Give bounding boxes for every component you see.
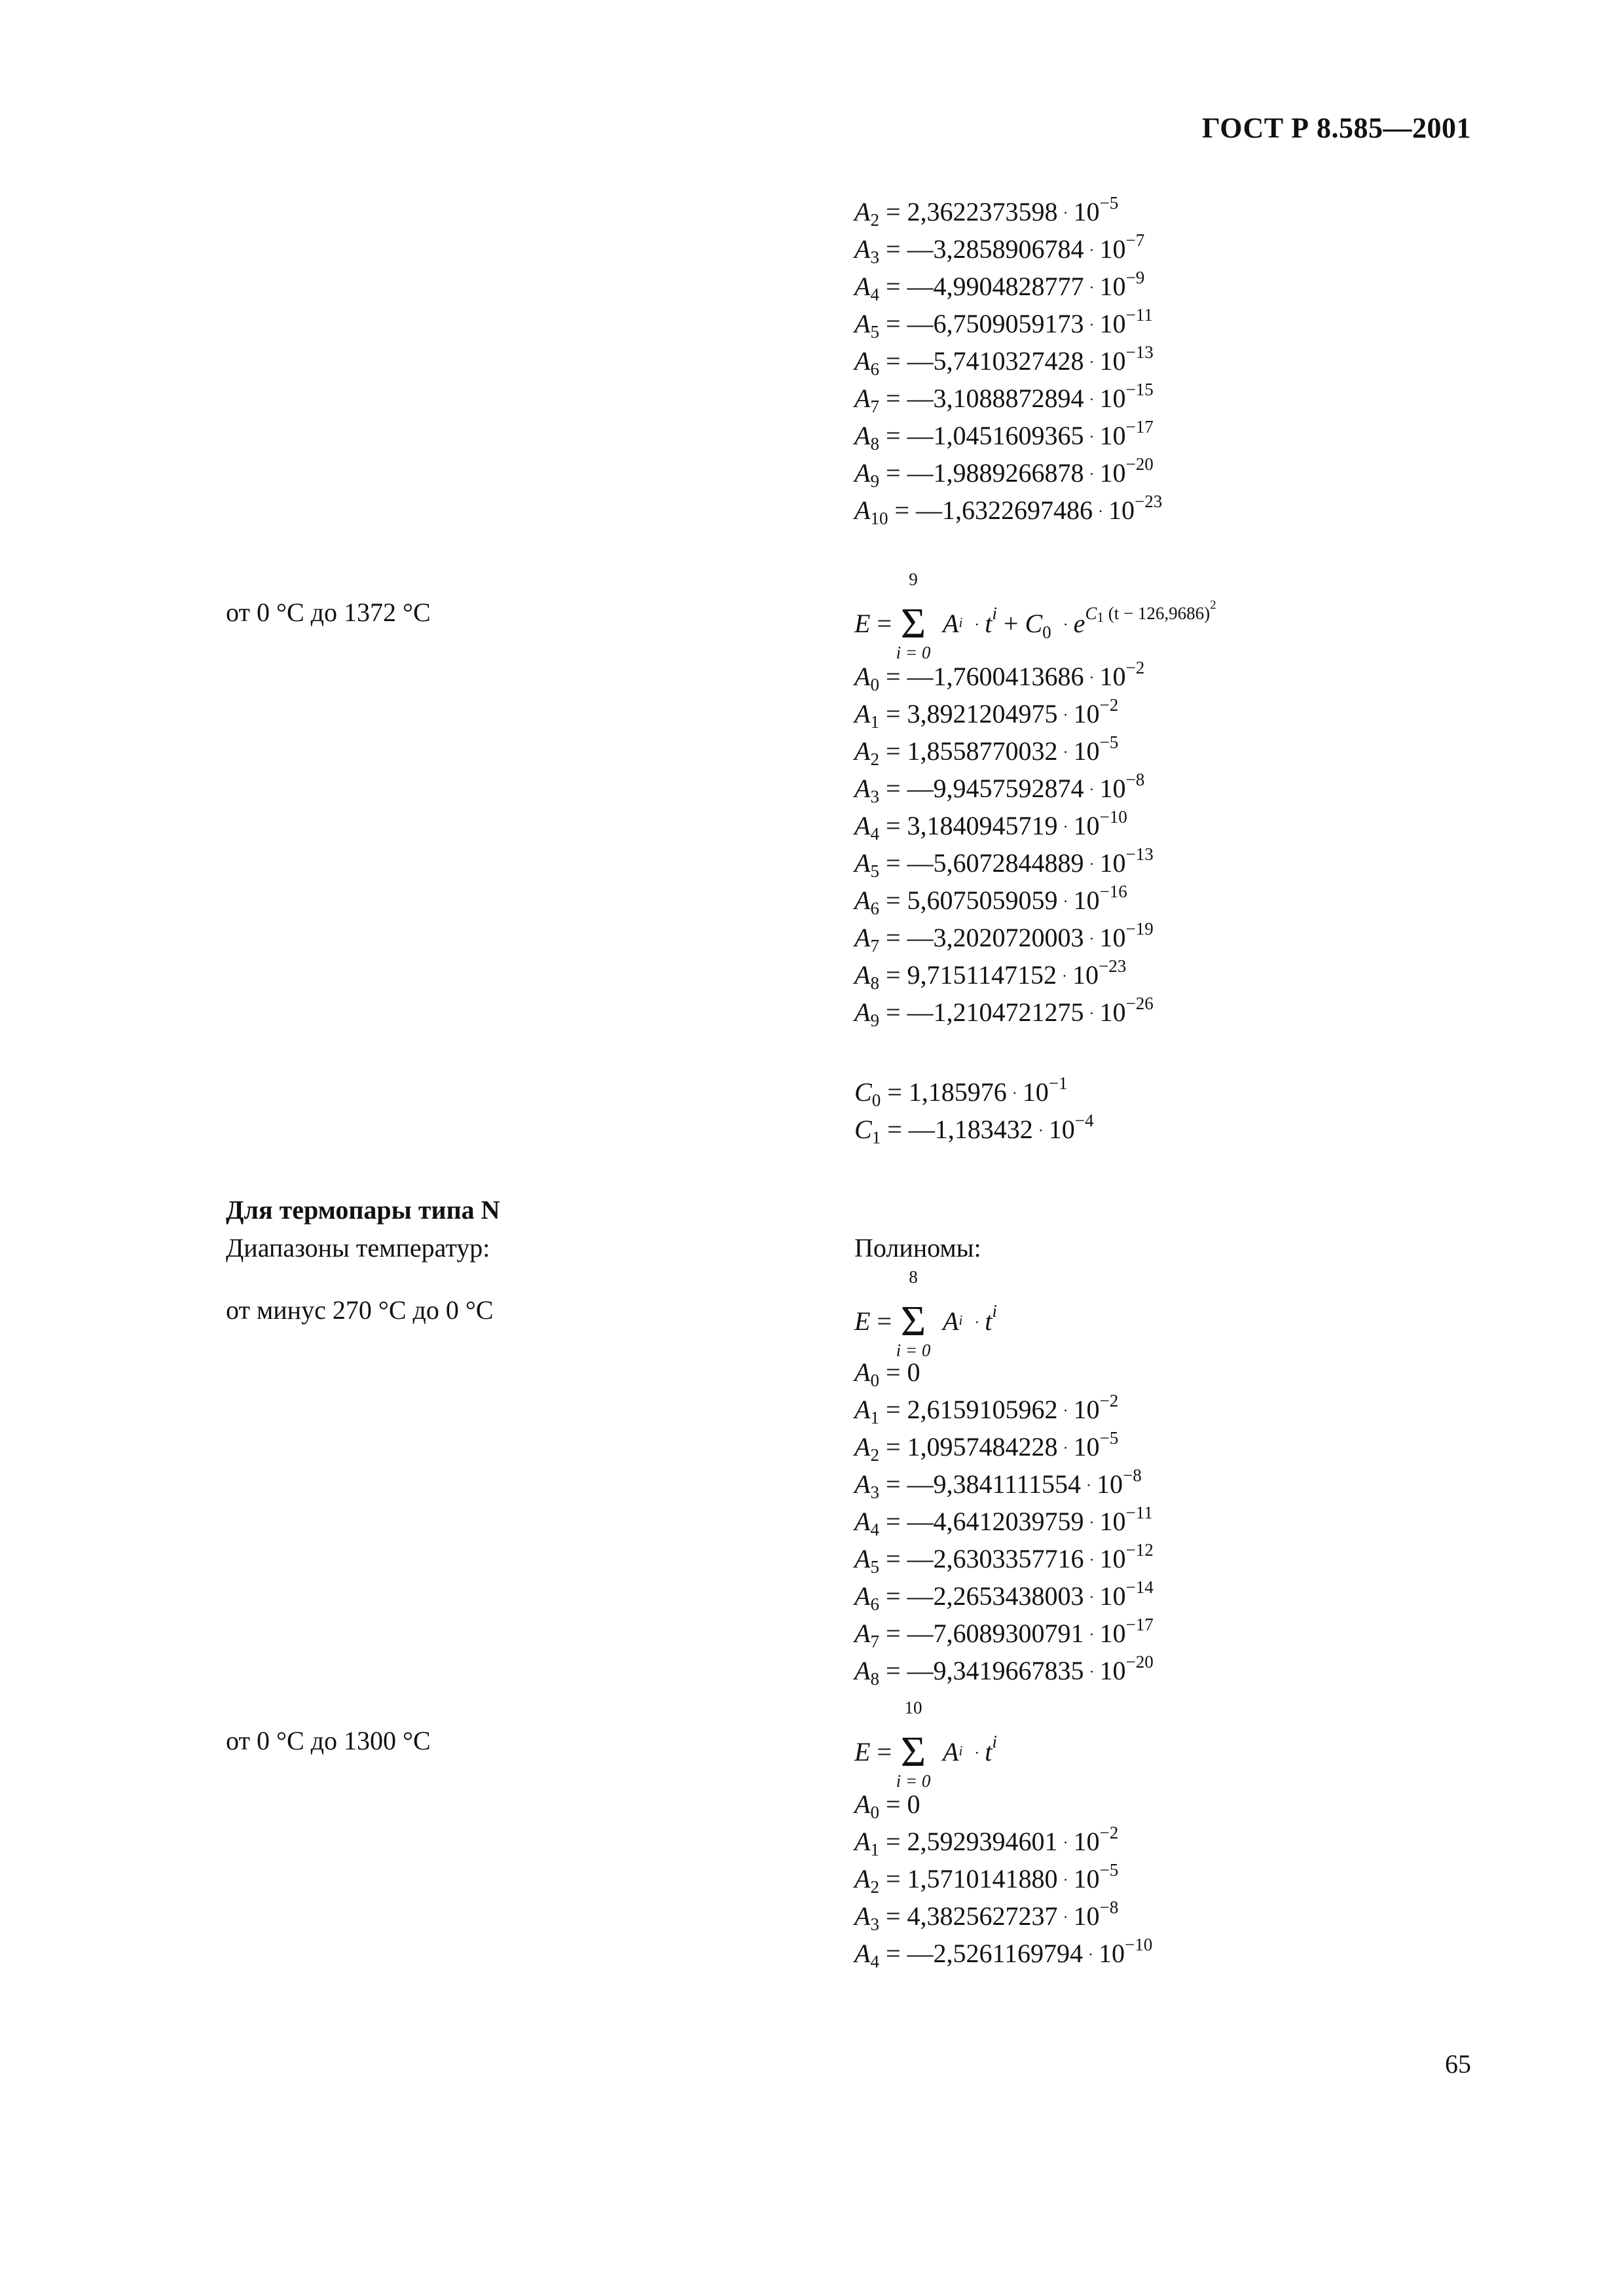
- coefficient-value: = —9,3419667835: [879, 1656, 1084, 1685]
- base-ten: 10: [1048, 1115, 1075, 1144]
- range3-formula: E = 10 Σ i = 0 $A_i \cdot t^i$: [854, 1698, 997, 1791]
- range2-formula: E = 8 Σ i = 0 $A_i \cdot t^i$: [854, 1267, 997, 1360]
- coefficient-value: = —3,2858906784: [879, 234, 1084, 264]
- coefficient-name: A: [854, 421, 871, 450]
- multiply-dot: ·: [1089, 670, 1095, 687]
- coefficient-value: = —1,6322697486: [888, 495, 1093, 525]
- coefficient-name: A: [854, 1656, 871, 1685]
- coefficient-exponent: −14: [1125, 1577, 1154, 1597]
- range1-formula: E = 9 Σ i = 0 $A_i \cdot t^i + C_0 \cdot e^{C1 (t - 126,9686)^2}$: [854, 569, 1216, 662]
- multiply-dot: ·: [1063, 1835, 1068, 1852]
- multiply-dot: ·: [1089, 781, 1095, 798]
- coefficient-line: [854, 1615, 1154, 1651]
- coefficient-name: A: [854, 1395, 871, 1424]
- base-ten: 10: [1099, 662, 1126, 691]
- coefficient-line: [854, 1465, 1142, 1502]
- multiply-dot: ·: [1086, 1477, 1092, 1494]
- coefficient-name: A: [854, 495, 871, 525]
- coefficient-name: A: [854, 1469, 871, 1499]
- coefficient-line: [854, 1823, 1119, 1859]
- coefficient-line: [854, 492, 1163, 528]
- coefficient-name: A: [854, 1619, 871, 1648]
- coefficient-value: = —9,9457592874: [879, 774, 1084, 803]
- range3-label: от 0 °С до 1300 °С: [226, 1726, 431, 1755]
- coefficient-index: 3: [870, 1482, 879, 1502]
- coefficient-name: A: [854, 736, 871, 766]
- multiply-dot: ·: [1038, 1122, 1044, 1139]
- coefficient-exponent: −5: [1099, 193, 1119, 213]
- coefficient-value: = 1,8558770032: [879, 736, 1058, 766]
- coefficient-exponent: −5: [1099, 1428, 1119, 1448]
- base-ten: 10: [1073, 1901, 1100, 1931]
- coefficient-name: A: [854, 1827, 871, 1856]
- coefficient-value: = 1,185976: [881, 1077, 1007, 1107]
- coefficient-index: 7: [870, 397, 879, 416]
- multiply-dot: ·: [1089, 856, 1095, 873]
- coefficient-line: [854, 1111, 1094, 1147]
- coefficient-index: 4: [870, 824, 879, 844]
- coefficient-value: = 2,6159105962: [879, 1395, 1058, 1424]
- multiply-dot: ·: [1089, 242, 1095, 259]
- coefficient-name: A: [854, 811, 871, 840]
- coefficient-value: = —3,2020720003: [879, 923, 1084, 952]
- multiply-dot: ·: [1089, 466, 1095, 483]
- multiply-dot: ·: [1063, 893, 1068, 910]
- multiply-dot: ·: [1089, 931, 1095, 948]
- coefficient-exponent: −1: [1048, 1073, 1068, 1093]
- coefficient-value: = —1,183432: [881, 1115, 1033, 1144]
- multiply-dot: ·: [1063, 707, 1068, 724]
- coefficient-index: 8: [870, 434, 879, 454]
- coefficient-name: A: [854, 923, 871, 952]
- base-ten: 10: [1099, 346, 1126, 376]
- coefficient-index: 7: [870, 936, 879, 956]
- coefficient-name: A: [854, 997, 871, 1027]
- coefficient-index: 3: [870, 1914, 879, 1934]
- coefficient-line: [854, 844, 1154, 881]
- coefficient-index: 1: [870, 712, 879, 732]
- coefficient-value: = 3,1840945719: [879, 811, 1058, 840]
- coefficient-exponent: −2: [1099, 695, 1119, 715]
- coefficient-name: A: [854, 886, 871, 915]
- coefficient-exponent: −7: [1125, 230, 1145, 250]
- multiply-dot: ·: [1089, 279, 1095, 296]
- coefficient-index: 8: [870, 973, 879, 993]
- coefficient-value: = 1,0957484228: [879, 1432, 1058, 1462]
- coefficient-index: 5: [870, 1557, 879, 1577]
- coefficient-line: [854, 882, 1127, 918]
- base-ten: 10: [1099, 1544, 1126, 1573]
- coefficient-exponent: −23: [1135, 492, 1163, 511]
- coefficient-name: A: [854, 197, 871, 226]
- base-ten: 10: [1073, 1864, 1100, 1893]
- coefficient-line: [854, 193, 1119, 230]
- coefficient-index: 4: [870, 1952, 879, 1971]
- coefficient-exponent: −2: [1125, 658, 1145, 677]
- base-ten: 10: [1073, 197, 1100, 226]
- coefficient-index: 7: [870, 1632, 879, 1651]
- coefficient-index: 1: [870, 1408, 879, 1427]
- coefficient-value: = —1,7600413686: [879, 662, 1084, 691]
- base-ten: 10: [1072, 960, 1099, 990]
- coefficient-index: 0: [870, 1371, 879, 1390]
- coefficient-line: [854, 658, 1145, 694]
- multiply-dot: ·: [1063, 744, 1068, 761]
- sum-symbol: 8 Σ i = 0: [896, 1267, 931, 1360]
- coefficient-exponent: −9: [1125, 268, 1145, 287]
- coefficient-name: A: [854, 309, 871, 338]
- coefficient-index: 5: [870, 861, 879, 881]
- coefficient-index: 0: [870, 1803, 879, 1822]
- coefficient-line: [854, 1357, 921, 1388]
- coefficient-value: = —2,6303357716: [879, 1544, 1084, 1573]
- coefficient-name: A: [854, 458, 871, 488]
- coefficient-value: = —9,3841111554: [879, 1469, 1082, 1499]
- coefficient-exponent: −17: [1125, 417, 1154, 437]
- coefficient-exponent: −15: [1125, 380, 1154, 399]
- coefficient-index: 2: [870, 1445, 879, 1465]
- coefficient-line: [854, 417, 1154, 454]
- coefficient-line: [854, 305, 1153, 342]
- coefficient-exponent: −5: [1099, 1860, 1119, 1880]
- multiply-dot: ·: [1012, 1085, 1017, 1102]
- coefficient-line: [854, 1503, 1153, 1539]
- coefficient-exponent: −5: [1099, 732, 1119, 752]
- coefficient-line: [854, 695, 1119, 732]
- coefficient-exponent: −2: [1099, 1823, 1119, 1842]
- coefficient-name: C: [854, 1077, 872, 1107]
- coefficient-line: [854, 454, 1154, 491]
- coefficient-index: 4: [870, 1520, 879, 1539]
- coefficient-line: [854, 919, 1154, 956]
- coefficient-value: = 2,5929394601: [879, 1827, 1058, 1856]
- range1-label: от 0 °С до 1372 °С: [226, 598, 431, 627]
- coefficient-value: = —6,7509059173: [879, 309, 1084, 338]
- coefficient-line: [854, 1789, 921, 1820]
- coefficient-line: [854, 1652, 1154, 1689]
- multiply-dot: ·: [1063, 1872, 1068, 1889]
- base-ten: 10: [1073, 1432, 1100, 1462]
- coefficient-name: A: [854, 774, 871, 803]
- coefficient-line: [854, 807, 1127, 844]
- coefficient-line: [854, 994, 1154, 1030]
- coefficient-index: 2: [870, 749, 879, 769]
- coefficient-line: [854, 1540, 1154, 1577]
- base-ten: 10: [1099, 309, 1126, 338]
- coefficient-exponent: −2: [1099, 1391, 1119, 1410]
- base-ten: 10: [1097, 1469, 1123, 1499]
- base-ten: 10: [1073, 1395, 1100, 1424]
- coefficient-line: [854, 342, 1154, 379]
- coefficient-value: = 0: [879, 1357, 921, 1387]
- coefficient-line: [854, 956, 1127, 993]
- base-ten: 10: [1073, 736, 1100, 766]
- coefficient-index: 6: [870, 899, 879, 918]
- sum-symbol: 9 Σ i = 0: [896, 569, 931, 662]
- multiply-dot: ·: [1089, 1626, 1095, 1643]
- coefficient-line: [854, 268, 1145, 304]
- base-ten: 10: [1099, 384, 1126, 413]
- coefficient-index: 6: [870, 1594, 879, 1614]
- coefficient-value: = —4,6412039759: [879, 1507, 1084, 1536]
- coefficient-value: = 2,3622373598: [879, 197, 1058, 226]
- coefficient-index: 6: [870, 359, 879, 379]
- coefficient-exponent: −20: [1125, 454, 1154, 474]
- multiply-dot: ·: [1089, 1552, 1095, 1569]
- multiply-dot: ·: [1063, 1440, 1068, 1457]
- coefficient-value: = 5,6075059059: [879, 886, 1058, 915]
- coefficient-name: A: [854, 1507, 871, 1536]
- coefficient-name: A: [854, 960, 871, 990]
- base-ten: 10: [1022, 1077, 1049, 1107]
- multiply-dot: ·: [1063, 819, 1068, 836]
- coefficient-line: [854, 1577, 1154, 1614]
- coefficient-line: [854, 1073, 1068, 1110]
- coefficient-name: A: [854, 662, 871, 691]
- coefficient-line: [854, 770, 1145, 806]
- coefficient-name: A: [854, 1901, 871, 1931]
- coefficient-index: 1: [870, 1840, 879, 1859]
- multiply-dot: ·: [1062, 968, 1068, 985]
- coefficient-value: = —1,0451609365: [879, 421, 1084, 450]
- coefficient-name: A: [854, 1581, 871, 1611]
- base-ten: 10: [1099, 1507, 1126, 1536]
- coefficient-index: 2: [870, 210, 879, 230]
- coefficient-index: 4: [870, 285, 879, 304]
- multiply-dot: ·: [1089, 354, 1095, 371]
- coefficient-index: 9: [870, 1011, 879, 1030]
- multiply-dot: ·: [1089, 1005, 1095, 1022]
- coefficient-exponent: −10: [1125, 1935, 1153, 1954]
- coefficient-line: [854, 1860, 1119, 1897]
- base-ten: 10: [1099, 234, 1126, 264]
- coefficient-exponent: −4: [1074, 1111, 1094, 1130]
- coefficient-value: = 0: [879, 1789, 921, 1819]
- page-number: 65: [1445, 2049, 1471, 2079]
- coefficient-value: = —5,6072844889: [879, 848, 1084, 878]
- coefficient-name: A: [854, 234, 871, 264]
- formula-lhs: E: [854, 609, 871, 638]
- coefficient-exponent: −19: [1125, 919, 1154, 939]
- coefficient-exponent: −8: [1123, 1465, 1142, 1485]
- coefficient-index: 10: [870, 509, 888, 528]
- coefficient-name: A: [854, 1789, 871, 1819]
- multiply-dot: ·: [1063, 1403, 1068, 1420]
- coefficient-index: 9: [870, 471, 879, 491]
- coefficient-exponent: −17: [1125, 1615, 1154, 1634]
- coefficient-value: = —2,5261169794: [879, 1939, 1084, 1968]
- base-ten: 10: [1099, 421, 1126, 450]
- coefficient-line: [854, 230, 1145, 267]
- coefficient-name: A: [854, 1544, 871, 1573]
- coefficient-exponent: −8: [1125, 770, 1145, 789]
- coefficient-exponent: −11: [1125, 305, 1153, 325]
- coefficient-index: 0: [871, 1090, 881, 1110]
- base-ten: 10: [1108, 495, 1135, 525]
- base-ten: 10: [1073, 699, 1100, 728]
- multiply-dot: ·: [1089, 391, 1095, 408]
- base-ten: 10: [1099, 848, 1126, 878]
- coefficient-index: 0: [870, 675, 879, 694]
- coefficient-exponent: −13: [1125, 844, 1154, 864]
- coefficient-name: A: [854, 1432, 871, 1462]
- multiply-dot: ·: [1063, 205, 1068, 222]
- coefficient-exponent: −12: [1125, 1540, 1154, 1560]
- coefficient-index: 1: [871, 1128, 881, 1147]
- coefficient-line: [854, 1935, 1153, 1971]
- coefficient-value: = —1,2104721275: [879, 997, 1084, 1027]
- coefficient-name: A: [854, 699, 871, 728]
- coefficient-value: = —7,6089300791: [879, 1619, 1084, 1648]
- coefficient-name: A: [854, 848, 871, 878]
- coefficient-exponent: −23: [1099, 956, 1127, 976]
- coefficient-name: A: [854, 1864, 871, 1893]
- coefficient-name: A: [854, 1939, 871, 1968]
- multiply-dot: ·: [1089, 1515, 1095, 1532]
- coefficient-value: = —2,2653438003: [879, 1581, 1084, 1611]
- coefficient-index: 8: [870, 1669, 879, 1689]
- base-ten: 10: [1099, 458, 1126, 488]
- document-id: ГОСТ Р 8.585—2001: [1201, 112, 1471, 144]
- coefficient-exponent: −8: [1099, 1897, 1119, 1917]
- multiply-dot: ·: [1089, 1664, 1095, 1681]
- coefficient-value: = 3,8921204975: [879, 699, 1058, 728]
- coefficient-exponent: −10: [1099, 807, 1127, 827]
- base-ten: 10: [1099, 1939, 1125, 1968]
- multiply-dot: ·: [1063, 1909, 1068, 1926]
- coefficient-value: = 9,7151147152: [879, 960, 1057, 990]
- multiply-dot: ·: [1088, 1946, 1094, 1964]
- coefficient-line: [854, 1428, 1119, 1465]
- multiply-dot: ·: [1089, 429, 1095, 446]
- range2-label: от минус 270 °С до 0 °С: [226, 1295, 494, 1325]
- section-title: Для термопары типа N: [226, 1195, 500, 1225]
- coefficient-value: = —5,7410327428: [879, 346, 1084, 376]
- coefficient-index: 2: [870, 1877, 879, 1897]
- coefficient-name: C: [854, 1115, 872, 1144]
- coefficient-exponent: −11: [1125, 1503, 1153, 1522]
- base-ten: 10: [1073, 886, 1100, 915]
- ranges-label: Диапазоны температур:: [226, 1233, 490, 1263]
- coefficient-value: = —3,1088872894: [879, 384, 1084, 413]
- polynomials-label: Полиномы:: [854, 1233, 981, 1263]
- coefficient-index: 3: [870, 247, 879, 267]
- coefficient-exponent: −13: [1125, 342, 1154, 362]
- coefficient-index: 5: [870, 322, 879, 342]
- coefficient-exponent: −16: [1099, 882, 1127, 901]
- base-ten: 10: [1099, 272, 1126, 301]
- base-ten: 10: [1099, 923, 1126, 952]
- coefficient-line: [854, 1897, 1119, 1934]
- multiply-dot: ·: [1089, 317, 1095, 334]
- multiply-dot: ·: [1089, 1589, 1095, 1606]
- coefficient-name: A: [854, 384, 871, 413]
- coefficient-line: [854, 732, 1119, 769]
- coefficient-value: = —4,9904828777: [879, 272, 1084, 301]
- coefficient-value: = —1,9889266878: [879, 458, 1084, 488]
- coefficient-line: [854, 1391, 1119, 1427]
- coefficient-value: = 4,3825627237: [879, 1901, 1058, 1931]
- coefficient-exponent: −20: [1125, 1652, 1154, 1672]
- coefficient-name: A: [854, 1357, 871, 1387]
- base-ten: 10: [1099, 1581, 1126, 1611]
- base-ten: 10: [1073, 811, 1100, 840]
- coefficient-line: [854, 380, 1154, 416]
- sum-symbol: 10 Σ i = 0: [896, 1698, 931, 1791]
- coefficient-index: 3: [870, 787, 879, 806]
- multiply-dot: ·: [1098, 503, 1103, 520]
- base-ten: 10: [1099, 1619, 1126, 1648]
- coefficient-name: A: [854, 346, 871, 376]
- base-ten: 10: [1099, 997, 1126, 1027]
- base-ten: 10: [1099, 774, 1126, 803]
- base-ten: 10: [1099, 1656, 1126, 1685]
- coefficient-name: A: [854, 272, 871, 301]
- coefficient-value: = 1,5710141880: [879, 1864, 1058, 1893]
- coefficient-exponent: −26: [1125, 994, 1154, 1013]
- base-ten: 10: [1073, 1827, 1100, 1856]
